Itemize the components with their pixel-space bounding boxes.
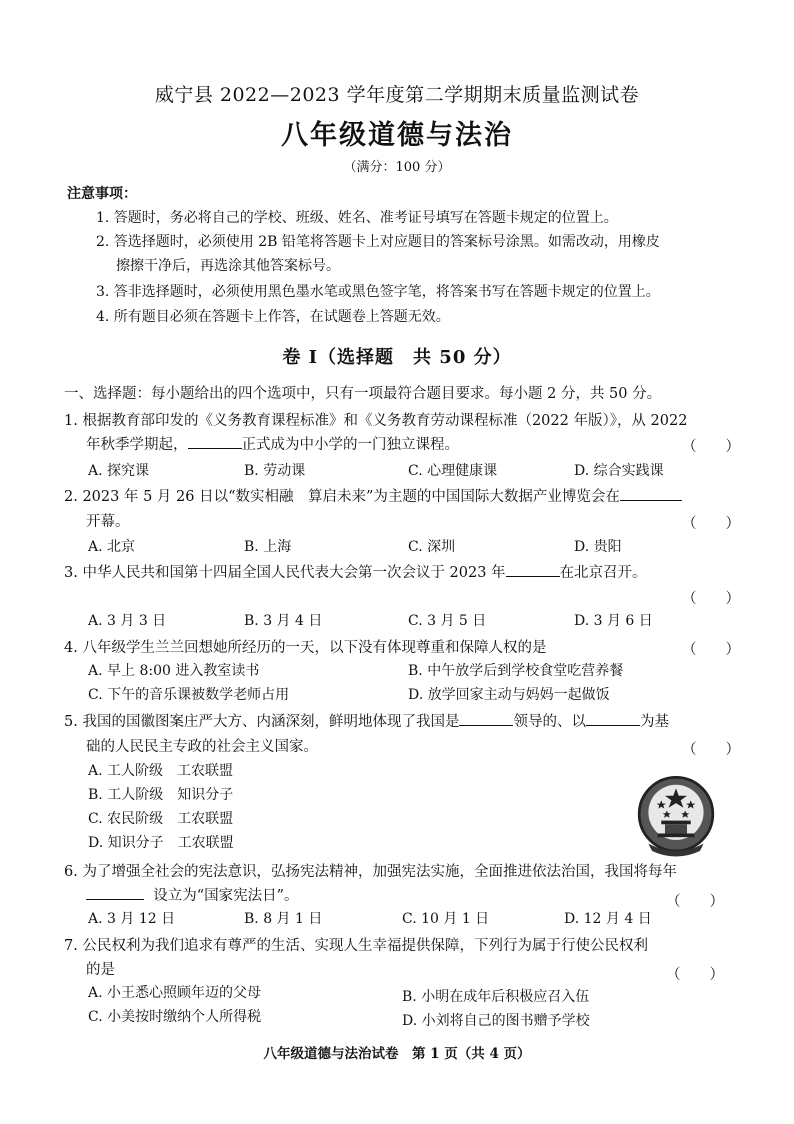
option-c: C. 农民阶级 工农联盟	[88, 811, 234, 827]
note-item: 擦擦干净后，再选涂其他答案标号。	[116, 258, 340, 274]
option-b: B. 工人阶级 知识分子	[88, 787, 234, 803]
question-7-text: 7. 公民权利为我们追求有尊严的生活、实现人生幸福提供保障，下列行为属于行使公民权利	[64, 938, 648, 954]
option-a: A. 3 月 3 日	[88, 613, 167, 629]
answer-blank	[506, 562, 560, 577]
option-c: C. 10 月 1 日	[402, 911, 490, 927]
option-d: D. 12 月 4 日	[564, 911, 652, 927]
note-item: 4. 所有题目必须在答题卡上作答，在试题卷上答题无效。	[96, 309, 450, 325]
option-a: A. 工人阶级 工农联盟	[88, 763, 234, 779]
subject-title: 八年级道德与法治	[281, 120, 513, 151]
answer-blank	[586, 711, 640, 726]
option-d: D. 放学回家主动与妈妈一起做饭	[408, 687, 610, 703]
question-text: 在北京召开。	[559, 565, 647, 581]
question-6-text: 6. 为了增强全社会的宪法意识，弘扬宪法精神，加强宪法实施，全面推进依法治国，我国将每年	[64, 864, 677, 880]
question-1-text-cont	[86, 433, 459, 454]
answer-parentheses: （ ）	[682, 742, 740, 758]
answer-parentheses: （ ）	[666, 967, 724, 983]
option-c: C. 心理健康课	[408, 463, 498, 479]
question-text: 正式成为中小学的一门独立课程。	[241, 437, 459, 453]
question-5-text-cont: 础的人民民主专政的社会主义国家。	[86, 739, 318, 755]
option-a: A. 小王悉心照顾年迈的父母	[88, 985, 262, 1001]
answer-blank	[86, 885, 144, 900]
answer-blank	[188, 434, 242, 449]
question-4-text: 4. 八年级学生兰兰回想她所经历的一天，以下没有体现尊重和保障人权的是	[64, 640, 547, 656]
note-item: 3. 答非选择题时，必须使用黑色墨水笔或黑色签字笔，将答案书写在答题卡规定的位置上。	[96, 284, 660, 300]
question-text: 为基	[639, 714, 669, 730]
note-item: 1. 答题时，务必将自己的学校、班级、姓名、准考证号填写在答题卡规定的位置上。	[96, 210, 618, 226]
question-text: 5. 我国的国徽图案庄严大方、内涵深刻，鲜明地体现了我国是	[64, 714, 460, 730]
page-footer: 八年级道德与法治试卷 第 1 页（共 4 页）	[263, 1046, 531, 1062]
option-c: C. 深圳	[408, 539, 456, 555]
note-item: 2. 答选择题时，必须使用 2B 铅笔将答题卡上对应题目的答案标号涂黑。如需改动，用橡皮	[96, 234, 660, 250]
option-d: D. 3 月 6 日	[574, 613, 653, 629]
question-2-text	[64, 485, 682, 506]
answer-parentheses: （ ）	[666, 894, 724, 910]
national-emblem-image	[630, 770, 722, 862]
notes-heading: 注意事项：	[67, 186, 137, 202]
question-3-text	[64, 561, 647, 582]
option-b: B. 上海	[244, 539, 292, 555]
question-2-text-cont: 开幕。	[86, 514, 130, 530]
option-b: B. 8 月 1 日	[244, 911, 323, 927]
option-d: D. 贵阳	[574, 539, 622, 555]
question-5-text	[64, 710, 669, 731]
section-instruction: 一、选择题：每小题给出的四个选项中，只有一项最符合题目要求。每小题 2 分，共 50 分。	[64, 386, 662, 402]
question-text: 2. 2023 年 5 月 26 日以“数实相融 算启未来”为主题的中国国际大数据产业博览会在	[64, 489, 620, 505]
question-6-text-cont	[86, 884, 299, 905]
question-text: 领导的、以	[513, 714, 586, 730]
option-d: D. 小刘将自己的图书赠予学校	[402, 1013, 590, 1029]
option-b: B. 中午放学后到学校食堂吃营养餐	[408, 663, 624, 679]
option-c: C. 小美按时缴纳个人所得税	[88, 1009, 262, 1025]
option-c: C. 下午的音乐课被数学老师占用	[88, 687, 290, 703]
section-title: 卷 Ⅰ（选择题 共 50 分）	[282, 347, 512, 368]
answer-parentheses: （ ）	[682, 516, 740, 532]
option-a: A. 3 月 12 日	[88, 911, 176, 927]
option-b: B. 劳动课	[244, 463, 306, 479]
answer-parentheses: （ ）	[682, 642, 740, 658]
option-d: D. 综合实践课	[574, 463, 664, 479]
question-text: 3. 中华人民共和国第十四届全国人民代表大会第一次会议于 2023 年	[64, 565, 506, 581]
question-7-text-cont: 的是	[86, 962, 115, 978]
question-text: 设立为“国家宪法日”。	[153, 888, 299, 904]
exam-title: 威宁县 2022—2023 学年度第二学期期末质量监测试卷	[154, 84, 640, 106]
option-a: A. 北京	[88, 539, 136, 555]
option-c: C. 3 月 5 日	[408, 613, 487, 629]
full-score: （满分：100 分）	[343, 160, 451, 175]
answer-parentheses: （ ）	[682, 591, 740, 607]
option-b: B. 3 月 4 日	[244, 613, 323, 629]
question-text: 年秋季学期起，	[86, 437, 188, 453]
answer-blank	[459, 711, 513, 726]
answer-parentheses: （ ）	[682, 439, 740, 455]
question-1-text: 1. 根据教育部印发的《义务教育课程标准》和《义务教育劳动课程标准（2022 年版）》，从 2022	[64, 413, 688, 429]
option-a: A. 早上 8:00 进入教室读书	[88, 663, 260, 679]
option-d: D. 知识分子 工农联盟	[88, 835, 234, 851]
option-a: A. 探究课	[88, 463, 150, 479]
option-b: B. 小明在成年后积极应召入伍	[402, 989, 590, 1005]
answer-blank	[620, 486, 682, 501]
